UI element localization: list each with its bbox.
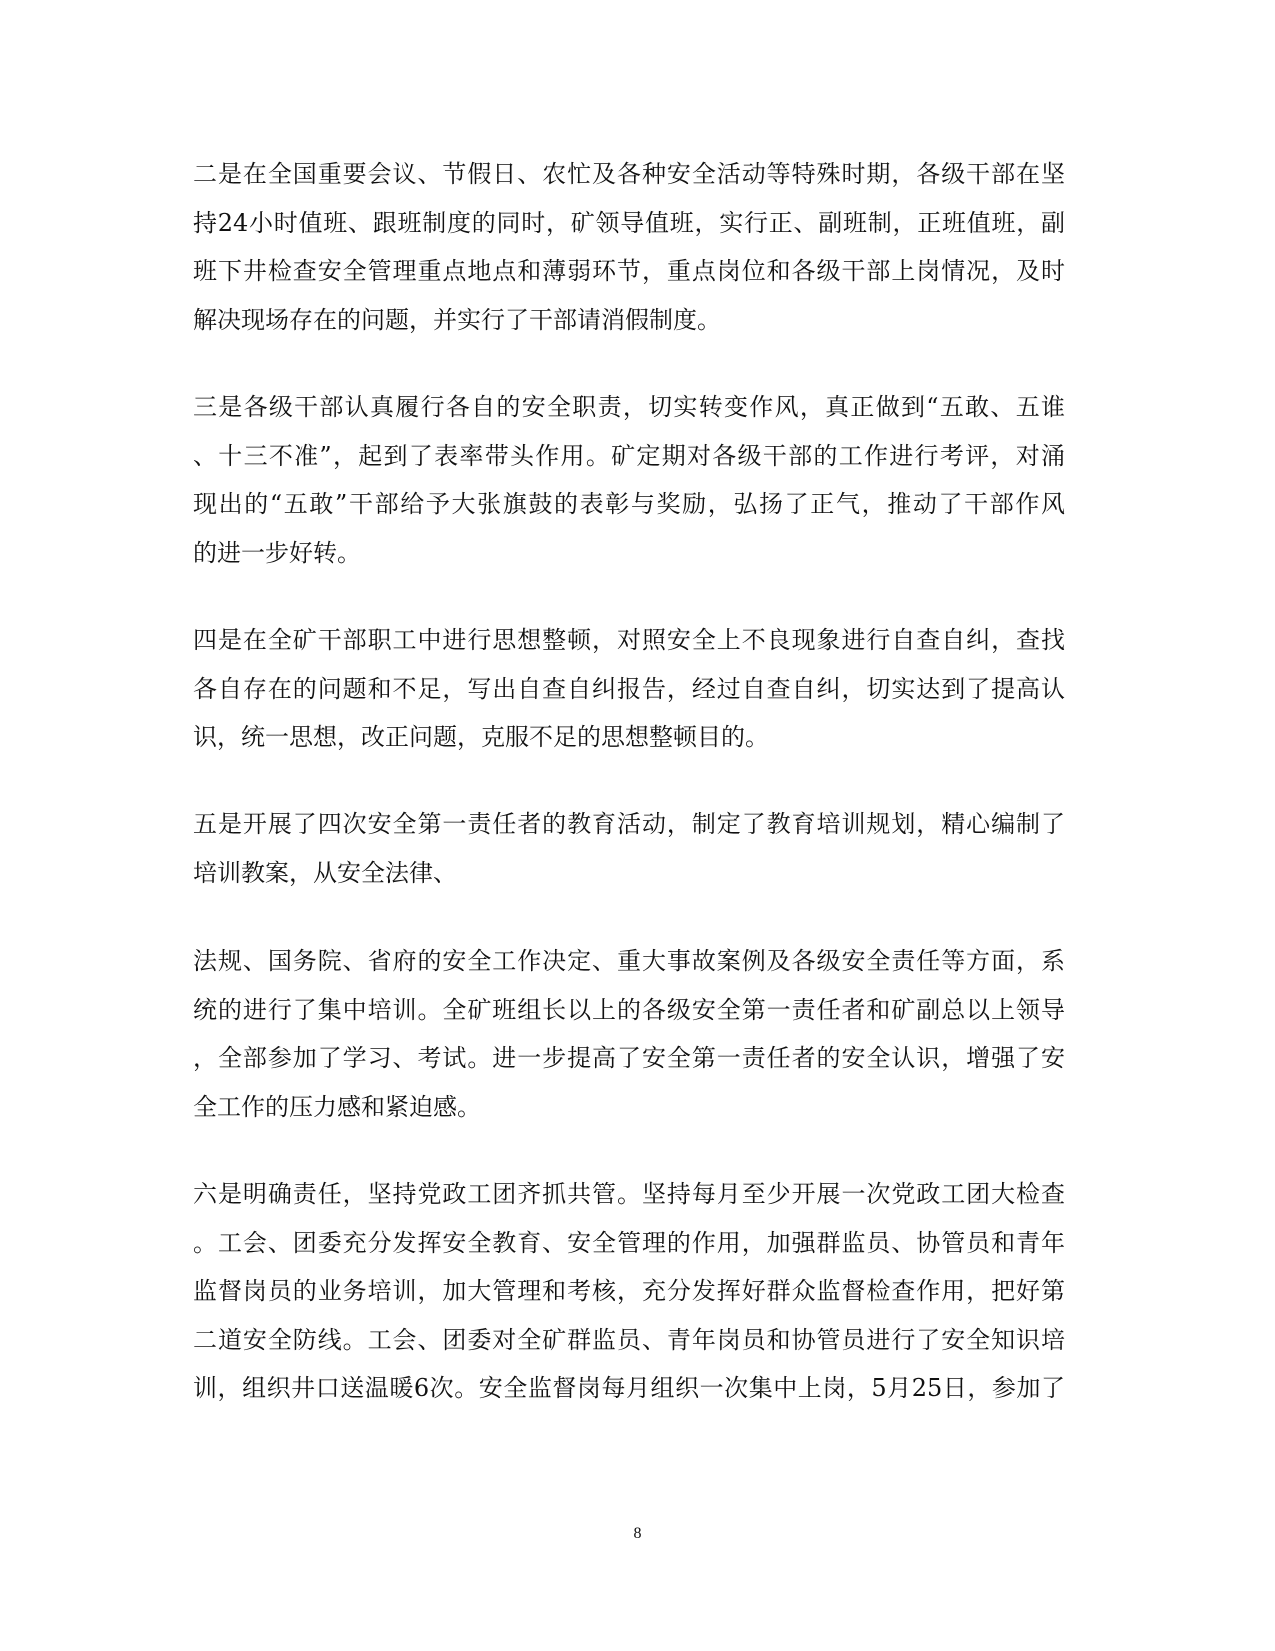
text-line: 统的进行了集中培训。全矿班组长以上的各级安全第一责任者和矿副总以上领导: [193, 995, 1065, 1024]
text-line: 训，组织井口送温暖6次。安全监督岗每月组织一次集中上岗，5月25日，参加了: [193, 1374, 1065, 1402]
text-line: 全工作的压力感和紧迫感。: [193, 1092, 481, 1121]
text-line: 。工会、团委充分发挥安全教育、安全管理的作用，加强群监员、协管员和青年: [193, 1228, 1065, 1257]
text-line: 识，统一思想，改正问题，克服不足的思想整顿目的。: [193, 723, 769, 751]
text-line: 五是开展了四次安全第一责任者的教育活动，制定了教育培训规划，精心编制了: [193, 810, 1065, 838]
text-line: 持24小时值班、跟班制度的同时，矿领导值班，实行正、副班制，正班值班，副: [193, 208, 1065, 237]
text-line: 现出的“五敢”干部给予大张旗鼓的表彰与奖励，弘扬了正气，推动了干部作风: [193, 490, 1065, 518]
text-line: ，全部参加了学习、考试。进一步提高了安全第一责任者的安全认识，增强了安: [193, 1044, 1065, 1072]
text-line: 二道安全防线。工会、团委对全矿群监员、青年岗员和协管员进行了安全知识培: [193, 1325, 1065, 1354]
text-line: 、十三不准”，起到了表率带头作用。矿定期对各级干部的工作进行考评，对涌: [193, 441, 1065, 470]
text-line: 的进一步好转。: [193, 538, 361, 567]
text-line: 班下井检查安全管理重点地点和薄弱环节，重点岗位和各级干部上岗情况，及时: [193, 257, 1065, 285]
text-line: 培训教案，从安全法律、: [193, 858, 457, 887]
text-line: 四是在全矿干部职工中进行思想整顿，对照安全上不良现象进行自查自纠，查找: [193, 626, 1065, 654]
page-number: 8: [633, 1525, 642, 1542]
text-line: 法规、国务院、省府的安全工作决定、重大事故案例及各级安全责任等方面，系: [193, 947, 1065, 975]
text-line: 六是明确责任，坚持党政工团齐抓共管。坚持每月至少开展一次党政工团大检查: [193, 1180, 1065, 1208]
paragraph-3: [193, 383, 1065, 577]
text-line: 解决现场存在的问题，并实行了干部请消假制度。: [193, 305, 721, 334]
text-line: 二是在全国重要会议、节假日、农忙及各种安全活动等特殊时期，各级干部在坚: [193, 160, 1065, 188]
paragraph-4: [193, 616, 1065, 762]
text-line: 监督岗员的业务培训，加大管理和考核，充分发挥好群众监督检查作用，把好第: [193, 1277, 1065, 1305]
paragraph-5: [193, 800, 1065, 897]
text-line: 各自存在的问题和不足，写出自查自纠报告，经过自查自纠，切实达到了提高认: [193, 674, 1065, 703]
text-line: 三是各级干部认真履行各自的安全职责，切实转变作风，真正做到“五敢、五谁: [193, 393, 1065, 421]
paragraph-6: [193, 1170, 1065, 1413]
paragraph-2: [193, 150, 1065, 344]
paragraph-5-continued: [193, 937, 1065, 1131]
